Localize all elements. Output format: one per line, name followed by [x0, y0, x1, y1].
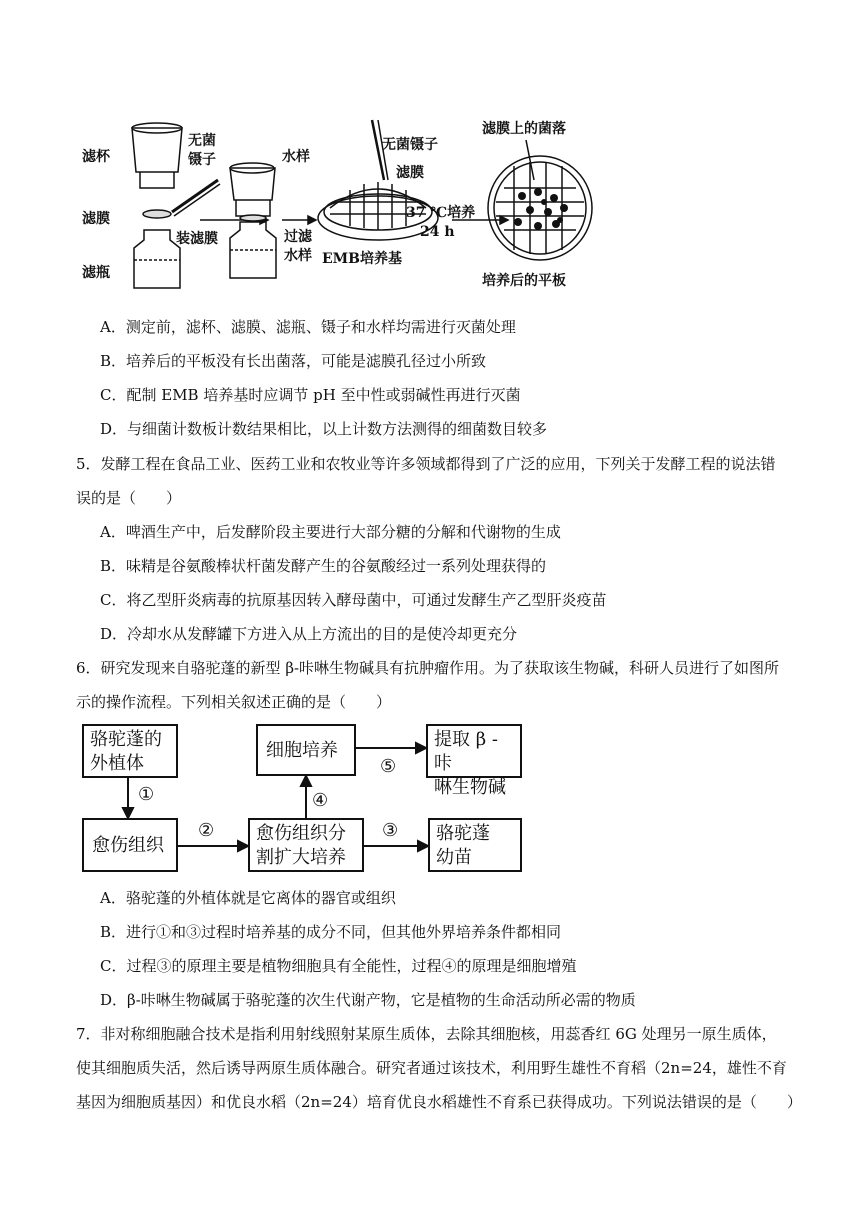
- label-water-sample: 水样: [282, 149, 310, 165]
- q6-option-a: A．骆驼蓬的外植体就是它离体的器官或组织: [100, 889, 396, 907]
- label-install-membrane: 装滤膜: [176, 231, 218, 247]
- label-culture-time: 24 h: [420, 224, 455, 240]
- split-line2: 割扩大培养: [256, 847, 346, 868]
- flow-box-callus-split: [248, 818, 364, 872]
- step-1-label: ①: [138, 784, 155, 805]
- label-filter-water-l1: 过滤: [284, 229, 312, 245]
- step-5-label: ⑤: [380, 756, 397, 777]
- split-line1: 愈伤组织分: [256, 823, 346, 844]
- label-sterile-l2: 镊子: [188, 152, 216, 168]
- label-filter-membrane: 滤膜: [82, 211, 110, 227]
- q4-option-a: A．测定前，滤杯、滤膜、滤瓶、镊子和水样均需进行灭菌处理: [100, 318, 516, 336]
- q4-option-c: C．配制 EMB 培养基时应调节 pH 至中性或弱碱性再进行灭菌: [100, 386, 521, 404]
- flow-box-callus: 愈伤组织: [82, 818, 178, 872]
- q5-option-b: B．味精是谷氨酸棒状杆菌发酵产生的谷氨酸经过一系列处理获得的: [100, 557, 547, 575]
- q5-stem-line2: 误的是（ ）: [76, 489, 182, 507]
- q5-option-c: C．将乙型肝炎病毒的抗原基因转入酵母菌中，可通过发酵生产乙型肝炎疫苗: [100, 591, 607, 609]
- step-2-label: ②: [198, 820, 215, 841]
- q6-option-c: C．过程③的原理主要是植物细胞具有全能性，过程④的原理是细胞增殖: [100, 957, 577, 975]
- flow-box-explant: [82, 724, 178, 778]
- label-sterile-l1: 无菌: [188, 133, 216, 149]
- label-culture-cond: 37 ℃培养: [406, 205, 476, 221]
- step-4-label: ④: [312, 790, 329, 811]
- extract-line1: 提取 β -咔: [434, 729, 498, 774]
- label-colonies: 滤膜上的菌落: [482, 121, 566, 137]
- q4-option-b: B．培养后的平板没有长出菌落，可能是滤膜孔径过小所致: [100, 352, 487, 370]
- q6-option-b: B．进行①和③过程时培养基的成分不同，但其他外界培养条件都相同: [100, 923, 562, 941]
- q7-line2: 使其细胞质失活，然后诱导两原生质体融合。研究者通过该技术，利用野生雄性不育稻（2n=24，雄性不育: [76, 1059, 787, 1077]
- q5-option-d: D．冷却水从发酵罐下方进入从上方流出的目的是使冷却更充分: [100, 625, 518, 643]
- flow-box-cell-culture: 细胞培养: [256, 724, 356, 776]
- q6-option-d: D．β-咔啉生物碱属于骆驼蓬的次生代谢产物，它是植物的生命活动所必需的物质: [100, 991, 636, 1009]
- label-filter-bottle: 滤瓶: [82, 265, 110, 281]
- label-sterile-tweezers: 无菌镊子: [382, 137, 438, 153]
- q4-option-d: D．与细菌计数板计数结果相比，以上计数方法测得的细菌数目较多: [100, 420, 548, 438]
- seedling-line1: 骆驼蓬: [436, 823, 490, 844]
- step-3-label: ③: [382, 820, 399, 841]
- q5-stem-line1: 5．发酵工程在食品工业、医药工业和农牧业等许多领域都得到了广泛的应用，下列关于发酵工程的说法错: [76, 455, 776, 473]
- q6-stem-line2: 示的操作流程。下列相关叙述正确的是（ ）: [76, 693, 392, 711]
- q5-option-a: A．啤酒生产中，后发酵阶段主要进行大部分糖的分解和代谢物的生成: [100, 523, 561, 541]
- explant-line2: 外植体: [90, 753, 144, 774]
- label-filter-water-l2: 水样: [284, 248, 312, 264]
- label-plate-after: 培养后的平板: [482, 273, 566, 289]
- q6-stem-line1: 6．研究发现来自骆驼蓬的新型 β-咔啉生物碱具有抗肿瘤作用。为了获取该生物碱，科研人员进行了如图所: [76, 659, 780, 677]
- q7-line3: 基因为细胞质基因）和优良水稻（2n=24）培育优良水稻雄性不育系已获得成功。下列说法错误的是（ ）: [76, 1093, 802, 1111]
- label-filter-cup: 滤杯: [82, 149, 110, 165]
- flow-box-seedling: [428, 818, 522, 872]
- q7-line1: 7．非对称细胞融合技术是指利用射线照射某原生质体，去除其细胞核，用蕊香红 6G 处理另一原生质体，: [76, 1025, 777, 1043]
- explant-line1: 骆驼蓬的: [90, 729, 162, 750]
- label-emb-medium: EMB培养基: [322, 251, 403, 267]
- extract-line2: 啉生物碱: [434, 777, 506, 798]
- seedling-line2: 幼苗: [436, 847, 472, 868]
- flow-box-extract: [426, 724, 522, 798]
- label-membrane-2: 滤膜: [396, 165, 424, 181]
